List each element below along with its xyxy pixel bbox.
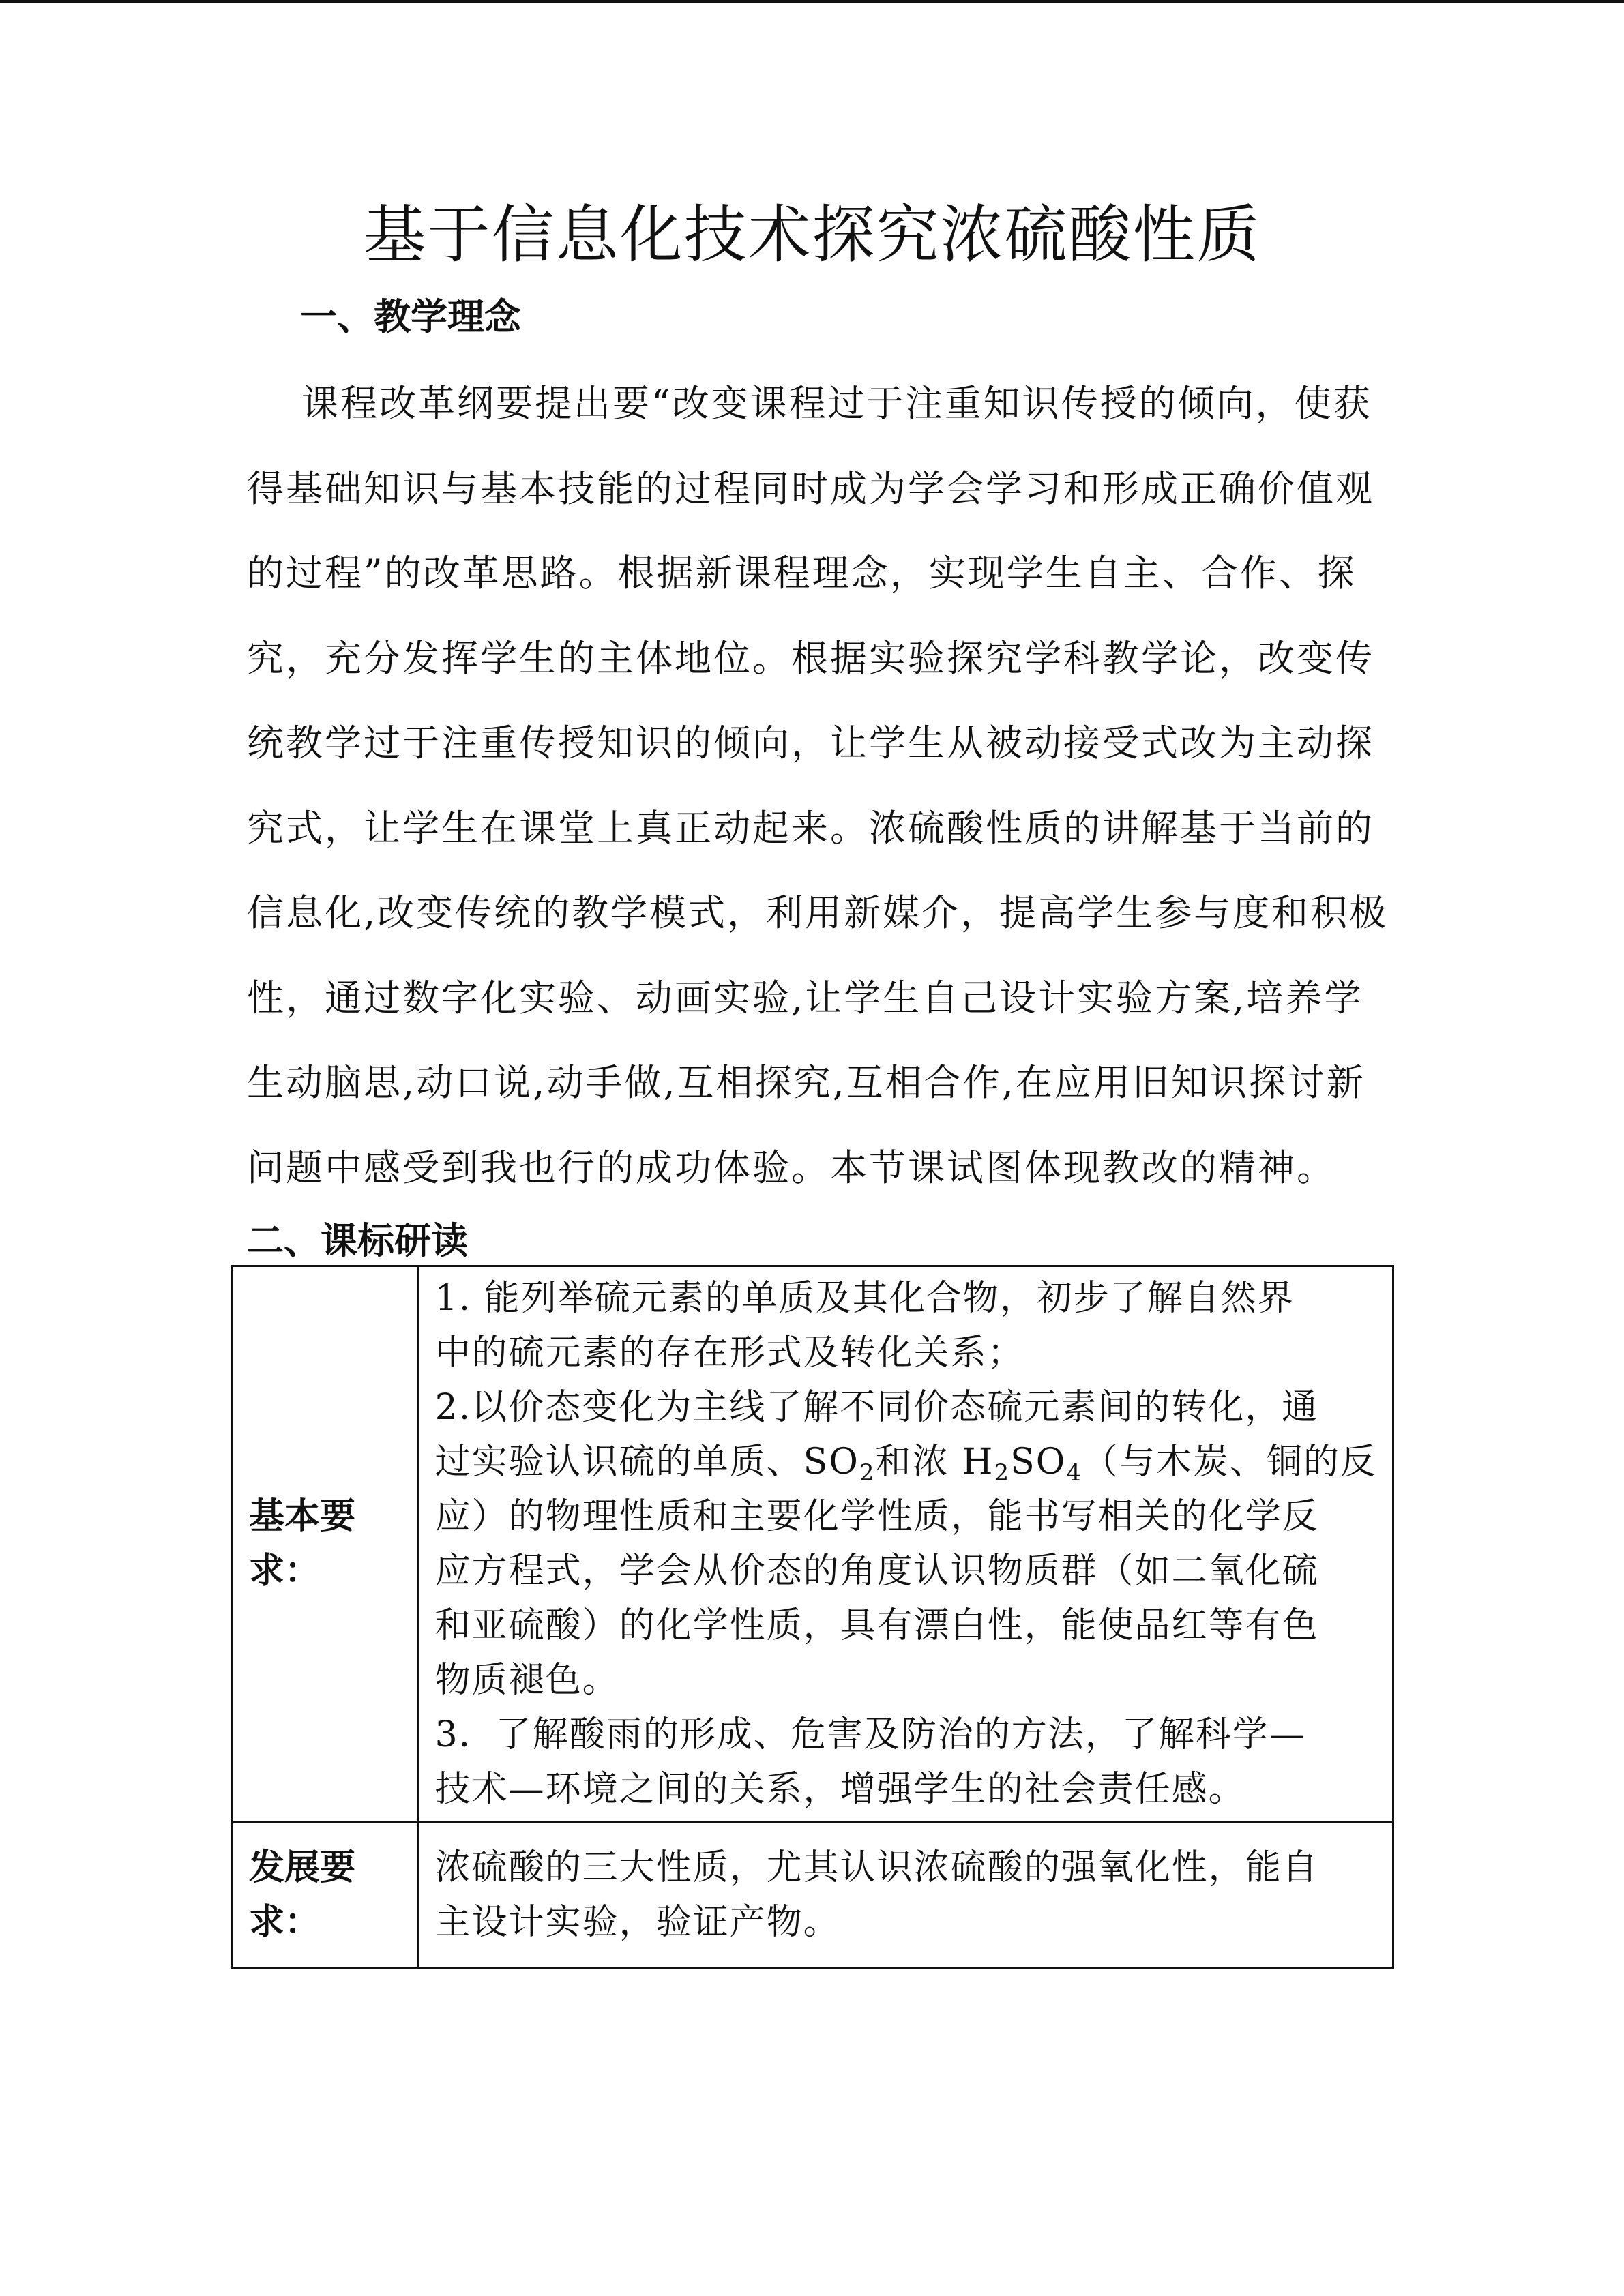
content-line: 浓硫酸的三大性质，尤其认识浓硫酸的强氧化性，能自 [434, 1847, 1319, 1888]
content-line: 物质褪色。 [434, 1660, 619, 1701]
content-line: 3．了解酸雨的形成、危害及防治的方法，了解科学— [434, 1714, 1306, 1755]
label-line: 基本要 [249, 1496, 356, 1537]
paragraph-line: 信息化,改变传统的教学模式，利用新媒介，提高学生参与度和积极 [247, 891, 1389, 934]
subscript: 4 [1066, 1459, 1082, 1487]
text-fragment: 过实验认识硫的单质、SO [434, 1442, 859, 1482]
basic-requirements-content [417, 1266, 1393, 1822]
development-requirements-label [232, 1822, 418, 1969]
paragraph-line: 统教学过于注重传授知识的倾向，让学生从被动接受式改为主动探 [247, 721, 1374, 764]
content-line: 应）的物理性质和主要化学性质，能书写相关的化学反 [434, 1496, 1319, 1537]
content-line: 技术—环境之间的关系，增强学生的社会责任感。 [434, 1769, 1245, 1810]
paragraph-line: 问题中感受到我也行的成功体验。本节课试图体现教改的精神。 [247, 1146, 1335, 1189]
teaching-philosophy-paragraph [247, 361, 1389, 1210]
paragraph-line: 的过程”的改革思路。根据新课程理念，实现学生自主、合作、探 [247, 552, 1357, 595]
content-line: 2.以价态变化为主线了解不同价态硫元素间的转化，通 [434, 1387, 1319, 1428]
paragraph-line: 课程改革纲要提出要“改变课程过于注重知识传授的倾向，使获 [301, 382, 1372, 425]
content-line: 主设计实验，验证产物。 [434, 1902, 840, 1943]
label-line: 求： [249, 1902, 321, 1943]
paragraph-line: 得基础知识与基本技能的过程同时成为学会学习和形成正确价值观 [247, 466, 1374, 510]
text-fragment: 和浓 H [875, 1442, 994, 1482]
label-line: 求： [249, 1551, 321, 1592]
table-row-basic-requirements [232, 1266, 1393, 1822]
subscript: 2 [994, 1459, 1011, 1487]
label-line: 发展要 [249, 1847, 356, 1888]
content-line: 和亚硫酸）的化学性质，具有漂白性，能使品红等有色 [434, 1605, 1319, 1646]
text-fragment: SO [1010, 1442, 1067, 1482]
text-fragment: （与木炭、铜的反 [1082, 1442, 1377, 1482]
paragraph-line: 性，通过数字化实验、动画实验,让学生自己设计实验方案,培养学 [247, 976, 1363, 1019]
development-requirements-content [417, 1822, 1393, 1969]
basic-requirements-label [232, 1266, 418, 1822]
paragraph-line: 生动脑思,动口说,动手做,互相探究,互相合作,在应用旧知识探讨新 [247, 1061, 1365, 1104]
content-line: 中的硫元素的存在形式及转化关系； [434, 1332, 1024, 1373]
paragraph-line: 究，充分发挥学生的主体地位。根据实验探究学科教学论，改变传 [247, 636, 1374, 680]
curriculum-standards-table [231, 1265, 1394, 1969]
table-row-development-requirements [232, 1822, 1393, 1969]
content-line: 1. 能列举硫元素的单质及其化合物，初步了解自然界 [434, 1278, 1295, 1319]
section-heading-curriculum-study: 二、课标研读 [247, 1219, 468, 1262]
content-line-with-formulas [435, 1435, 1377, 1489]
document-title: 基于信息化技术探究浓硫酸性质 [363, 198, 1261, 271]
content-line: 应方程式，学会从价态的角度认识物质群（如二氧化硫 [434, 1551, 1319, 1592]
subscript: 2 [859, 1459, 876, 1487]
paragraph-line: 究式，让学生在课堂上真正动起来。浓硫酸性质的讲解基于当前的 [247, 806, 1374, 850]
section-heading-teaching-philosophy: 一、教学理念 [300, 295, 521, 338]
